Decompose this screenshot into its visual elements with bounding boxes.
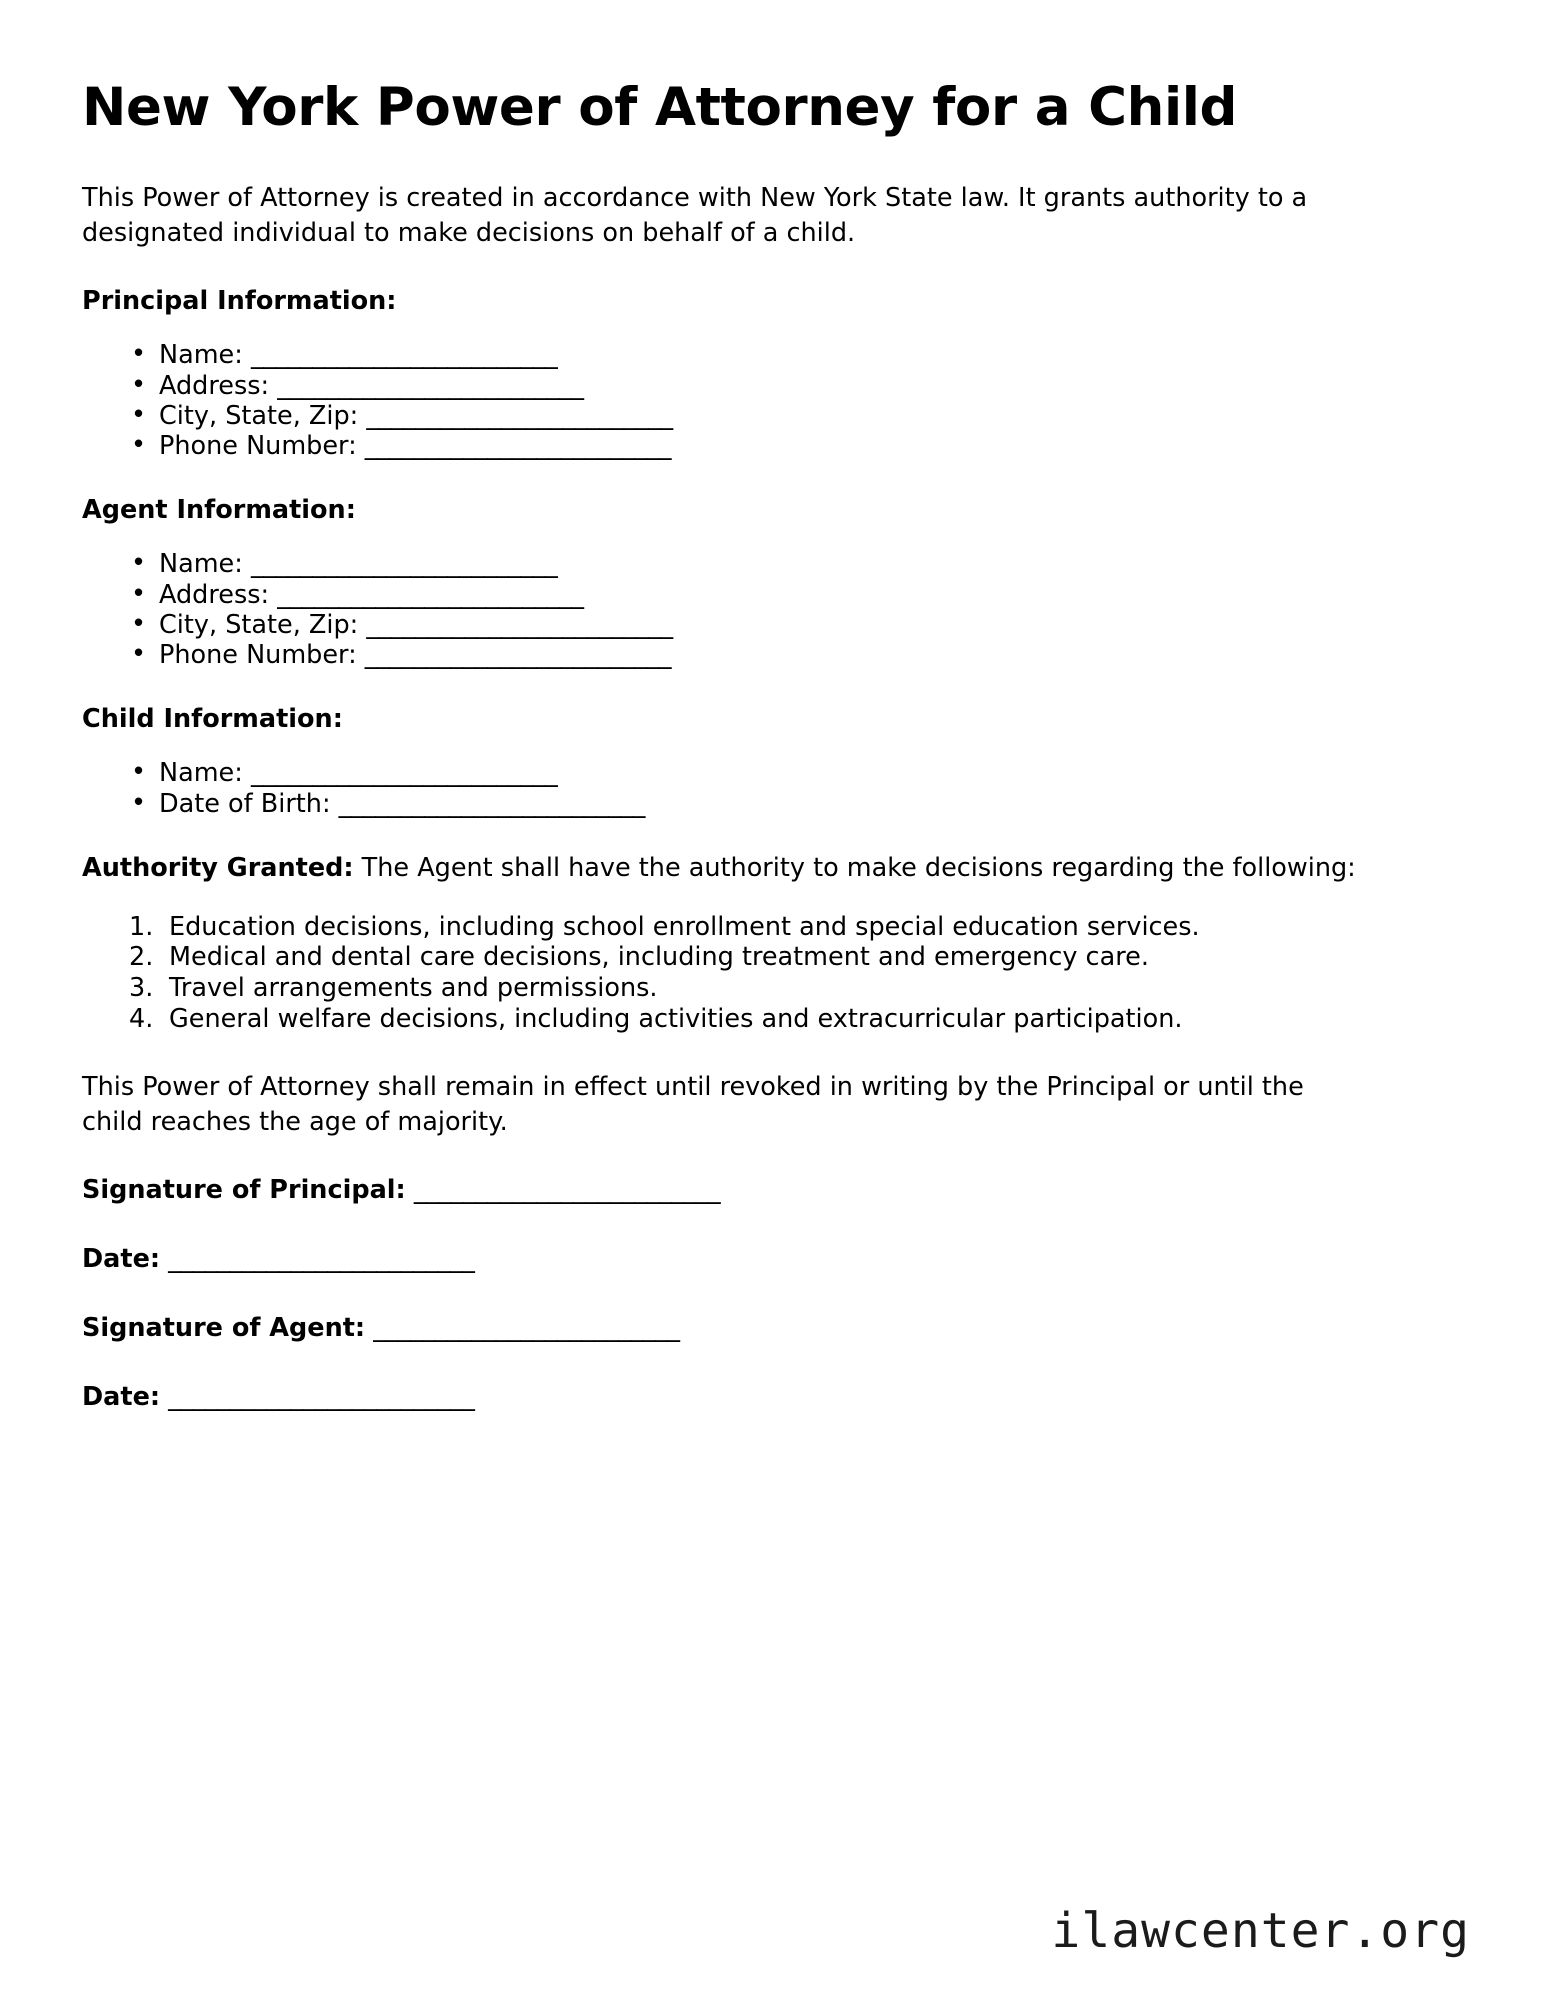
field-label: Date of Birth: [159, 788, 331, 819]
principal-information-fields [82, 340, 1464, 461]
authority-granted-label: Authority Granted: [82, 853, 354, 884]
field-row [129, 758, 1464, 788]
agent-date-blank[interactable]: _________________________ [168, 1381, 475, 1412]
field-label: Address: [159, 370, 270, 401]
field-blank[interactable]: _________________________ [277, 579, 584, 610]
field-blank[interactable]: _________________________ [366, 610, 673, 641]
agent-information-heading: Agent Information: [82, 494, 356, 525]
field-row [129, 431, 1464, 461]
agent-date-label: Date: [82, 1381, 161, 1412]
signature-of-agent-line [82, 1312, 1464, 1345]
field-label: City, State, Zip: [159, 610, 359, 641]
principal-date-blank[interactable]: _________________________ [168, 1243, 475, 1274]
field-label: Address: [159, 579, 270, 610]
agent-date-line [82, 1381, 1464, 1414]
authority-granted-list [82, 912, 1464, 1034]
child-information-heading: Child Information: [82, 703, 343, 734]
field-blank[interactable]: _________________________ [364, 431, 672, 462]
field-blank[interactable]: _________________________ [250, 758, 558, 789]
field-blank[interactable]: _________________________ [250, 549, 558, 580]
list-item: Medical and dental care decisions, including treatment and emergency care. [169, 942, 1149, 973]
field-blank[interactable]: _________________________ [277, 370, 584, 401]
field-row [129, 610, 1464, 640]
principal-date-line [82, 1243, 1464, 1276]
list-item: General welfare decisions, including activities and extracurricular participation. [169, 1003, 1183, 1034]
signature-of-principal-line [82, 1174, 1464, 1207]
intro-paragraph: This Power of Attorney is created in accordance with New York State law. It grants authority to a designated individual to make decisions on behalf of a child. [82, 183, 1308, 249]
field-row [129, 401, 1464, 431]
field-label: City, State, Zip: [159, 401, 359, 432]
field-row [129, 580, 1464, 610]
field-blank[interactable]: _________________________ [338, 788, 645, 819]
field-label: Phone Number: [159, 431, 357, 462]
principal-date-label: Date: [82, 1243, 161, 1274]
signature-of-agent-label: Signature of Agent: [82, 1312, 366, 1343]
closing-paragraph: This Power of Attorney shall remain in effect until revoked in writing by the Principal or until the child reaches the age of majority. [82, 1072, 1304, 1137]
field-label: Phone Number: [159, 640, 357, 671]
field-row [129, 340, 1464, 370]
signature-of-agent-blank[interactable]: _________________________ [373, 1312, 680, 1343]
field-label: Name: [159, 758, 243, 789]
field-row [129, 789, 1464, 819]
signature-of-principal-blank[interactable]: _________________________ [413, 1174, 721, 1205]
field-label: Name: [159, 549, 243, 580]
field-blank[interactable]: _________________________ [366, 401, 673, 432]
field-row [129, 549, 1464, 579]
site-watermark: ilawcenter.org [1051, 1903, 1470, 1959]
authority-granted-paragraph [82, 851, 1372, 886]
field-blank[interactable]: _________________________ [250, 340, 558, 371]
list-item: Education decisions, including school enrollment and special education services. [169, 911, 1200, 942]
child-information-fields [82, 758, 1464, 819]
principal-information-heading: Principal Information: [82, 285, 397, 316]
authority-granted-text: The Agent shall have the authority to make decisions regarding the following: [353, 853, 1356, 884]
signature-of-principal-label: Signature of Principal: [82, 1174, 406, 1205]
field-row [129, 640, 1464, 670]
field-label: Name: [159, 340, 243, 371]
field-row [129, 371, 1464, 401]
agent-information-fields [82, 549, 1464, 670]
field-blank[interactable]: _________________________ [364, 640, 672, 671]
list-item: Travel arrangements and permissions. [169, 972, 658, 1003]
page-title: New York Power of Attorney for a Child [82, 77, 1238, 138]
